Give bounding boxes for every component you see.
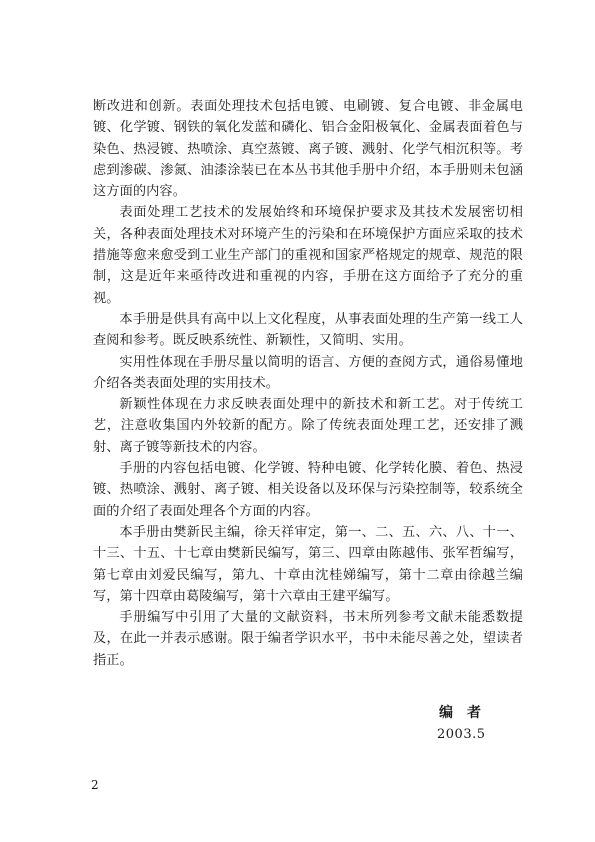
paragraph-continued: 断改进和创新。表面处理技术包括电镀、电刷镀、复合电镀、非金属电镀、化学镀、钢铁的氧化发蓝和磷化、铝合金阳极氧化、金属表面着色与染色、热浸镀、热喷涂、真空蒸镀、离子镀、溅射、化学气相沉积等。考虑到渗碳、渗氮、油漆涂装已在本丛书其他手册中介绍，本手册则未包涵这方面的内容。 [93,99,523,200]
paragraph-audience: 本手册是供具有高中以上文化程度，从事表面处理的生产第一线工人查阅和参考。既反映系统性、新颖性，又简明、实用。 [93,311,523,349]
paragraph-authors: 本手册由樊新民主编，徐天祥审定，第一、二、五、六、八、十一、十三、十五、十七章由樊新民编写，第三、四章由陈越伟、张军哲编写，第七章由刘爱民编写，第九、十章由沈桂娣编写，第十二章由徐越兰编写，第十四章由葛陵编写，第十六章由王建平编写。 [93,524,523,604]
page-number: 2 [91,778,99,792]
editor-signature: 编者 [439,705,495,721]
paragraph-contents: 手册的内容包括电镀、化学镀、特种电镀、化学转化膜、着色、热浸镀、热喷涂、溅射、离子镀、相关设备以及环保与污染控制等，较系统全面的介绍了表面处理各个方面的内容。 [93,461,523,519]
body-text [93,96,523,671]
paragraph-novelty: 新颖性体现在力求反映表面处理中的新技术和新工艺。对于传统工艺，注意收集国内外较新的配方。除了传统表面处理工艺，还安排了溅射、离子镀等新技术的内容。 [93,397,523,455]
paragraph-acknowledgement: 手册编写中引用了大量的文献资料，书末所列参考文献未能悉数提及，在此一并表示感谢。限于编者学识水平，书中未能尽善之处，望读者指正。 [93,610,523,668]
paragraph-environment: 表面处理工艺技术的发展始终和环境保护要求及其技术发展密切相关，各种表面处理技术对环境产生的污染和在环境保护方面应采取的技术措施等愈来愈受到工业生产部门的重视和国家严格规定的规章、规范的限制，这是近年来亟待改进和重视的内容，手册在这方面给予了充分的重视。 [93,205,523,306]
paragraph-practicality: 实用性体现在手册尽量以简明的语言、方便的查阅方式，通俗易懂地介绍各类表面处理的实用技术。 [93,354,523,391]
preface-date: 2003.5 [437,727,486,742]
